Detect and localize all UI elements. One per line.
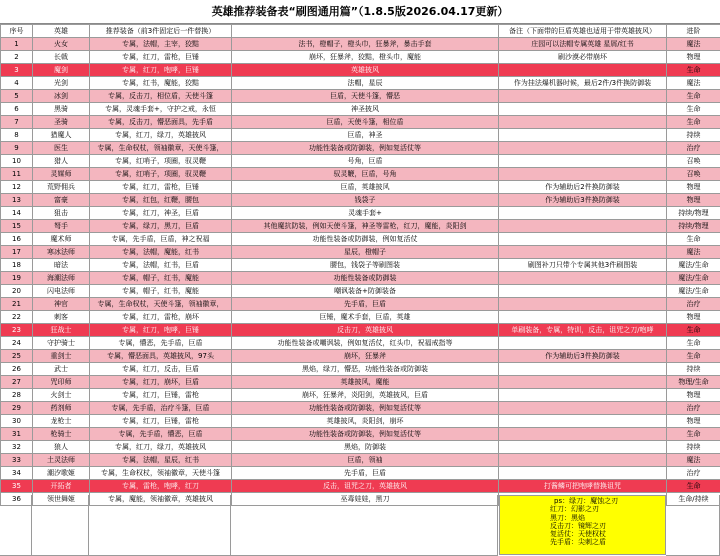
table-row (1, 142, 720, 155)
advance-type: 物理 (667, 415, 720, 428)
extra-equipment: 钱袋子 (232, 194, 499, 207)
row-number: 29 (1, 402, 33, 415)
table-row (1, 415, 720, 428)
hero-name: 灵媒师 (33, 168, 90, 181)
extra-equipment: 功能性装备或防御装，例如复活仗等 (232, 428, 499, 441)
recommended-equipment: 专属，魔能，领袖徽章，英雄披风 (90, 493, 232, 506)
row-number: 12 (1, 181, 33, 194)
note: 作为辅助后3件换防御装 (499, 350, 667, 363)
extra-equipment: 其他魔抗防装，例如天使斗篷，神圣等雷枪，红刀，魔能，炎阳剑 (232, 220, 499, 233)
recommended-equipment: 专属，红刀，雷枪，巨锤 (90, 51, 232, 64)
table-row (1, 77, 720, 90)
advance-type: 召唤 (667, 155, 720, 168)
recommended-equipment: 专属，红刀，雷枪，崩坏 (90, 311, 232, 324)
extra-equipment: 功能性装备或嘲讽装，例如复活仗，红头巾，祝福戒指等 (232, 337, 499, 350)
note (499, 428, 667, 441)
hero-name: 重剑士 (33, 350, 90, 363)
note: 刷图补刀只带个专属其他3件刷图装 (499, 259, 667, 272)
table-row (1, 350, 720, 363)
row-number: 7 (1, 116, 33, 129)
table-row (1, 272, 720, 285)
advance-type: 魔法/生命 (667, 272, 720, 285)
equipment-table (0, 24, 720, 506)
recommended-equipment: 专属，法帽，魔能，红书 (90, 246, 232, 259)
hero-name: 光剑 (33, 77, 90, 90)
extra-equipment: 功能性装备或防御装，例如复活仗 (232, 233, 499, 246)
row-number: 23 (1, 324, 33, 337)
note (499, 298, 667, 311)
recommended-equipment: 专属，反击刀，懵恶面具，先手盾 (90, 116, 232, 129)
advance-type: 生命 (667, 90, 720, 103)
extra-equipment: 巨盾，天使斗篷，懵恶 (232, 90, 499, 103)
recommended-equipment: 专属，反击刀，相位盾，天使斗篷 (90, 90, 232, 103)
advance-type: 魔法 (667, 38, 720, 51)
header-row (1, 25, 720, 38)
table-row (1, 298, 720, 311)
table-row (1, 103, 720, 116)
table-row (1, 454, 720, 467)
note (499, 116, 667, 129)
extra-equipment: 反击，诅咒之刀，英雄披风 (232, 480, 499, 493)
table-row (1, 311, 720, 324)
hero-name: 火女 (33, 38, 90, 51)
ps-line: 反击刀：镜辉之刃 (550, 521, 606, 530)
advance-type: 治疗 (667, 467, 720, 480)
note (499, 129, 667, 142)
table-row (1, 337, 720, 350)
table-row (1, 285, 720, 298)
row-number: 2 (1, 51, 33, 64)
advance-type: 物理 (667, 311, 720, 324)
row-number: 22 (1, 311, 33, 324)
recommended-equipment: 专属，红刀，咆哮，巨锤 (90, 324, 232, 337)
hero-name: 火剑士 (33, 389, 90, 402)
ps-line: 先手盾：尖刺之盾 (550, 538, 606, 547)
extra-equipment: 神圣披风 (232, 103, 499, 116)
hero-name: 海潮法师 (33, 272, 90, 285)
row-number: 24 (1, 337, 33, 350)
recommended-equipment: 专属，雷枪，咆哮，红刀 (90, 480, 232, 493)
recommended-equipment: 专属，先手盾，懵恶，巨盾 (90, 428, 232, 441)
hero-name: 神官 (33, 298, 90, 311)
advance-type: 生命 (667, 64, 720, 77)
recommended-equipment: 专属，红刀，巨锤，雷枪 (90, 415, 232, 428)
table-row (1, 181, 720, 194)
hero-name: 寒冰法师 (33, 246, 90, 259)
note (499, 272, 667, 285)
table-row (1, 246, 720, 259)
note (499, 441, 667, 454)
note (499, 155, 667, 168)
recommended-equipment: 专属，红包，红鞭，腰包 (90, 194, 232, 207)
hero-name: 领世舞姬 (33, 493, 90, 506)
ps-cell-no (0, 495, 32, 556)
note: 作为辅助后3件换防御装 (499, 194, 667, 207)
extra-equipment: 巨盾，领袖 (232, 454, 499, 467)
advance-type: 持续 (667, 441, 720, 454)
advance-type: 生命/持续 (667, 493, 720, 506)
extra-equipment: 星辰，橙帽子 (232, 246, 499, 259)
recommended-equipment: 专属，懵恶，先手盾，巨盾 (90, 337, 232, 350)
recommended-equipment: 专属，红刀，崩坏，巨盾 (90, 376, 232, 389)
advance-type: 魔法 (667, 77, 720, 90)
extra-equipment: 法书，橙帽子，橙头巾，狂暴斧，暴击手套 (232, 38, 499, 51)
hero-name: 咒印师 (33, 376, 90, 389)
note (499, 467, 667, 480)
advance-type: 魔法 (667, 246, 720, 259)
extra-equipment: 黑焰，防御装 (232, 441, 499, 454)
hero-name: 闪电法师 (33, 285, 90, 298)
hero-name: 弩手 (33, 220, 90, 233)
row-number: 27 (1, 376, 33, 389)
extra-equipment: 英雄披风，魔能 (232, 376, 499, 389)
hero-name: 荒野佣兵 (33, 181, 90, 194)
sheet-title: 英雄推荐装备表“刷图通用篇”（1.8.5版2026.04.17更新） (0, 0, 720, 24)
recommended-equipment: 专属，生命权杖，领袖徽章，天使斗篷， (90, 142, 232, 155)
ps-line: 红刀：幻影之刃 (550, 505, 599, 514)
note (499, 142, 667, 155)
ps-line: ps：绿刀：魔蚀之刃 (554, 497, 619, 505)
table-row (1, 324, 720, 337)
note (499, 246, 667, 259)
note (499, 64, 667, 77)
row-number: 5 (1, 90, 33, 103)
advance-type: 物理 (667, 181, 720, 194)
note (499, 311, 667, 324)
hero-name: 刺客 (33, 311, 90, 324)
hero-name: 守护骑士 (33, 337, 90, 350)
hero-name: 圣骑 (33, 116, 90, 129)
table-row (1, 376, 720, 389)
advance-type: 生命 (667, 324, 720, 337)
recommended-equipment: 专属，红哨子，项圈，驭灵鞭 (90, 155, 232, 168)
table-row (1, 428, 720, 441)
extra-equipment: 功能性装备或防御装 (232, 272, 499, 285)
ps-line: 黑刀：黑焰 (550, 513, 585, 522)
extra-equipment: 腰包，钱袋子等刷图装 (232, 259, 499, 272)
extra-equipment: 功能性装备或防御装，例如复活仗等 (232, 402, 499, 415)
ps-cell-equip (231, 495, 498, 556)
hero-name: 土灵法师 (33, 454, 90, 467)
row-number: 8 (1, 129, 33, 142)
advance-type: 魔法 (667, 454, 720, 467)
extra-equipment: 驭灵鞭，巨盾，号角 (232, 168, 499, 181)
table-row (1, 129, 720, 142)
hero-name: 冰剑 (33, 90, 90, 103)
extra-equipment: 反击刀，英雄披风 (232, 324, 499, 337)
hero-name: 医生 (33, 142, 90, 155)
row-number: 19 (1, 272, 33, 285)
advance-type: 生命 (667, 480, 720, 493)
advance-type: 生命 (667, 233, 720, 246)
table-row (1, 389, 720, 402)
hero-name: 龙枪士 (33, 415, 90, 428)
advance-type: 召唤 (667, 168, 720, 181)
hero-name: 枪骑士 (33, 428, 90, 441)
table-row (1, 168, 720, 181)
note (499, 415, 667, 428)
recommended-equipment: 专属，帽子，红书，魔能 (90, 285, 232, 298)
row-number: 34 (1, 467, 33, 480)
recommended-equipment: 专属，绿刀，黑刀，巨盾 (90, 220, 232, 233)
advance-type: 治疗 (667, 298, 720, 311)
extra-equipment: 崩坏，狂暴斧 (232, 350, 499, 363)
advance-type: 物理 (667, 51, 720, 64)
extra-equipment: 号角，巨盾 (232, 155, 499, 168)
row-number: 31 (1, 428, 33, 441)
row-number: 16 (1, 233, 33, 246)
table-row (1, 233, 720, 246)
row-number: 10 (1, 155, 33, 168)
note (499, 103, 667, 116)
table-row (1, 155, 720, 168)
row-number: 11 (1, 168, 33, 181)
recommended-equipment: 专属，先手盾，治疗斗篷，巨盾 (90, 402, 232, 415)
row-number: 35 (1, 480, 33, 493)
advance-type: 生命 (667, 337, 720, 350)
recommended-equipment: 专属，法帽，星辰，红书 (90, 454, 232, 467)
row-number: 3 (1, 64, 33, 77)
table-row (1, 259, 720, 272)
hero-name: 黑骑 (33, 103, 90, 116)
ps-cell-hero (32, 495, 89, 556)
extra-equipment: 嘲讽装备+防御装备 (232, 285, 499, 298)
note: 打酱鳞可把咆哮替换诅咒 (499, 480, 667, 493)
row-number: 17 (1, 246, 33, 259)
note (499, 389, 667, 402)
advance-type: 魔法/生命 (667, 285, 720, 298)
advance-type: 生命 (667, 103, 720, 116)
col-header-recommended: 推荐装备（前3件固定后一件替换） (90, 25, 232, 38)
note (499, 168, 667, 181)
row-number: 21 (1, 298, 33, 311)
row-number: 9 (1, 142, 33, 155)
advance-type: 生命 (667, 116, 720, 129)
col-header-equipment (232, 25, 499, 38)
note (499, 207, 667, 220)
table-row (1, 64, 720, 77)
recommended-equipment: 专属，红刀，咆哮，巨锤 (90, 64, 232, 77)
note (499, 363, 667, 376)
recommended-equipment: 专属，生命权杖，天使斗篷，领袖徽章， (90, 298, 232, 311)
table-row (1, 116, 720, 129)
hero-name: 药剂师 (33, 402, 90, 415)
col-header-note: 备注（下面带的巨盾英雄也适用于带英雄披风） (499, 25, 667, 38)
table-row (1, 220, 720, 233)
recommended-equipment: 专属，红书，魔能，狡黠 (90, 77, 232, 90)
row-number: 33 (1, 454, 33, 467)
hero-name: 猎魔人 (33, 129, 90, 142)
extra-equipment: 先手盾，巨盾 (232, 467, 499, 480)
hero-name: 魔术师 (33, 233, 90, 246)
extra-equipment: 巨锤，魔术手套，巨盾，英雄 (232, 311, 499, 324)
recommended-equipment: 专属，灵魂手套+，守护之戒，永恒 (90, 103, 232, 116)
note (499, 402, 667, 415)
advance-type: 持续/物理 (667, 220, 720, 233)
advance-type: 生命 (667, 350, 720, 363)
extra-equipment: 英雄披风，炎阳剑，崩坏 (232, 415, 499, 428)
hero-name: 潮汐歌姬 (33, 467, 90, 480)
hero-name: 猎人 (33, 155, 90, 168)
extra-equipment: 崩坏，狂暴斧，狡黠，橙头巾，魔能 (232, 51, 499, 64)
advance-type: 物理 (667, 389, 720, 402)
col-header-no: 序号 (1, 25, 33, 38)
row-number: 32 (1, 441, 33, 454)
advance-type: 持续 (667, 363, 720, 376)
hero-name: 武士 (33, 363, 90, 376)
recommended-equipment: 专属，红刀，巨锤，雷枪 (90, 389, 232, 402)
row-number: 14 (1, 207, 33, 220)
advance-type: 生命 (667, 428, 720, 441)
hero-name: 暗法 (33, 259, 90, 272)
note (499, 233, 667, 246)
note: 单刷装备，专属，特训，反击，诅咒之刀/咆哮 (499, 324, 667, 337)
col-header-hero: 英雄 (33, 25, 90, 38)
advance-type: 治疗 (667, 142, 720, 155)
note (499, 90, 667, 103)
table-row (1, 363, 720, 376)
note (499, 376, 667, 389)
row-number: 30 (1, 415, 33, 428)
advance-type: 物理 (667, 194, 720, 207)
row-number: 36 (1, 493, 33, 506)
table-row (1, 194, 720, 207)
row-number: 28 (1, 389, 33, 402)
table-row (1, 441, 720, 454)
row-number: 25 (1, 350, 33, 363)
table-row (1, 467, 720, 480)
recommended-equipment: 专属，法帽，红书，巨盾 (90, 259, 232, 272)
table-row (1, 90, 720, 103)
table-row (1, 480, 720, 493)
row-number: 13 (1, 194, 33, 207)
recommended-equipment: 专属，先手盾，巨盾，神之祝福 (90, 233, 232, 246)
row-number: 15 (1, 220, 33, 233)
advance-type: 魔法/生命 (667, 259, 720, 272)
extra-equipment: 法帽，星辰 (232, 77, 499, 90)
hero-name: 狙击 (33, 207, 90, 220)
ps-cell-rec (89, 495, 231, 556)
recommended-equipment: 专属，红哨子，项圈，驭灵鞭 (90, 168, 232, 181)
row-number: 20 (1, 285, 33, 298)
extra-equipment: 巨盾，天使斗篷，相位盾 (232, 116, 499, 129)
advance-type: 持续 (667, 129, 720, 142)
note: 庄园可以法帽专属英雄 星屑/红书 (499, 38, 667, 51)
note: 作为挂法爆机器时候，最后2件/3件换防御装 (499, 77, 667, 90)
recommended-equipment: 专属，红刀，绿刀，英雄披风 (90, 129, 232, 142)
ps-line: 复活仗：天使权杖 (550, 530, 606, 539)
row-number: 6 (1, 103, 33, 116)
recommended-equipment: 专属，红刀，雷枪，巨锤 (90, 181, 232, 194)
note (499, 220, 667, 233)
table-row (1, 51, 720, 64)
table-row (1, 207, 720, 220)
extra-equipment: 灵魂手套+ (232, 207, 499, 220)
recommended-equipment: 专属，红刀，反击，巨盾 (90, 363, 232, 376)
recommended-equipment: 专属，红刀，绿刀，英雄披风 (90, 441, 232, 454)
note (499, 337, 667, 350)
col-header-advance: 进阶 (667, 25, 720, 38)
extra-equipment: 巫毒娃娃，黑刀 (232, 493, 499, 506)
row-number: 1 (1, 38, 33, 51)
recommended-equipment: 专属，帽子，红书，魔能 (90, 272, 232, 285)
recommended-equipment: 专属，懵恶面具，英雄披风，97头 (90, 350, 232, 363)
extra-equipment: 崩坏，狂暴斧，炎阳剑，英雄披风，巨盾 (232, 389, 499, 402)
ps-note-box (499, 495, 666, 555)
extra-equipment: 功能性装备或防御装，例如复活仗等 (232, 142, 499, 155)
recommended-equipment: 专属，法帽，主宰，狡黠 (90, 38, 232, 51)
extra-equipment: 巨盾，英雄披风 (232, 181, 499, 194)
advance-type: 持续/物理 (667, 207, 720, 220)
recommended-equipment: 专属，生命权杖，领袖徽章，天使斗篷 (90, 467, 232, 480)
note (499, 454, 667, 467)
table-row (1, 402, 720, 415)
hero-name: 魔剑 (33, 64, 90, 77)
table-row (1, 38, 720, 51)
hero-name: 狼人 (33, 441, 90, 454)
row-number: 18 (1, 259, 33, 272)
note: 刷沙漠必带崩坏 (499, 51, 667, 64)
hero-name: 长戟 (33, 51, 90, 64)
ps-cell-adv (666, 495, 720, 556)
advance-type: 治疗 (667, 402, 720, 415)
note (499, 285, 667, 298)
extra-equipment: 黑焰，绿刀，懵恶，功能性装备或防御装 (232, 363, 499, 376)
extra-equipment: 先手盾，巨盾 (232, 298, 499, 311)
advance-type: 物理/生命 (667, 376, 720, 389)
recommended-equipment: 专属，红刀，神圣，巨盾 (90, 207, 232, 220)
extra-equipment: 巨盾，神圣 (232, 129, 499, 142)
hero-name: 狂战士 (33, 324, 90, 337)
extra-equipment: 英雄披风 (232, 64, 499, 77)
row-number: 4 (1, 77, 33, 90)
note: 作为辅助后2件换防御装 (499, 181, 667, 194)
hero-name: 开拓者 (33, 480, 90, 493)
hero-name: 富豪 (33, 194, 90, 207)
row-number: 26 (1, 363, 33, 376)
